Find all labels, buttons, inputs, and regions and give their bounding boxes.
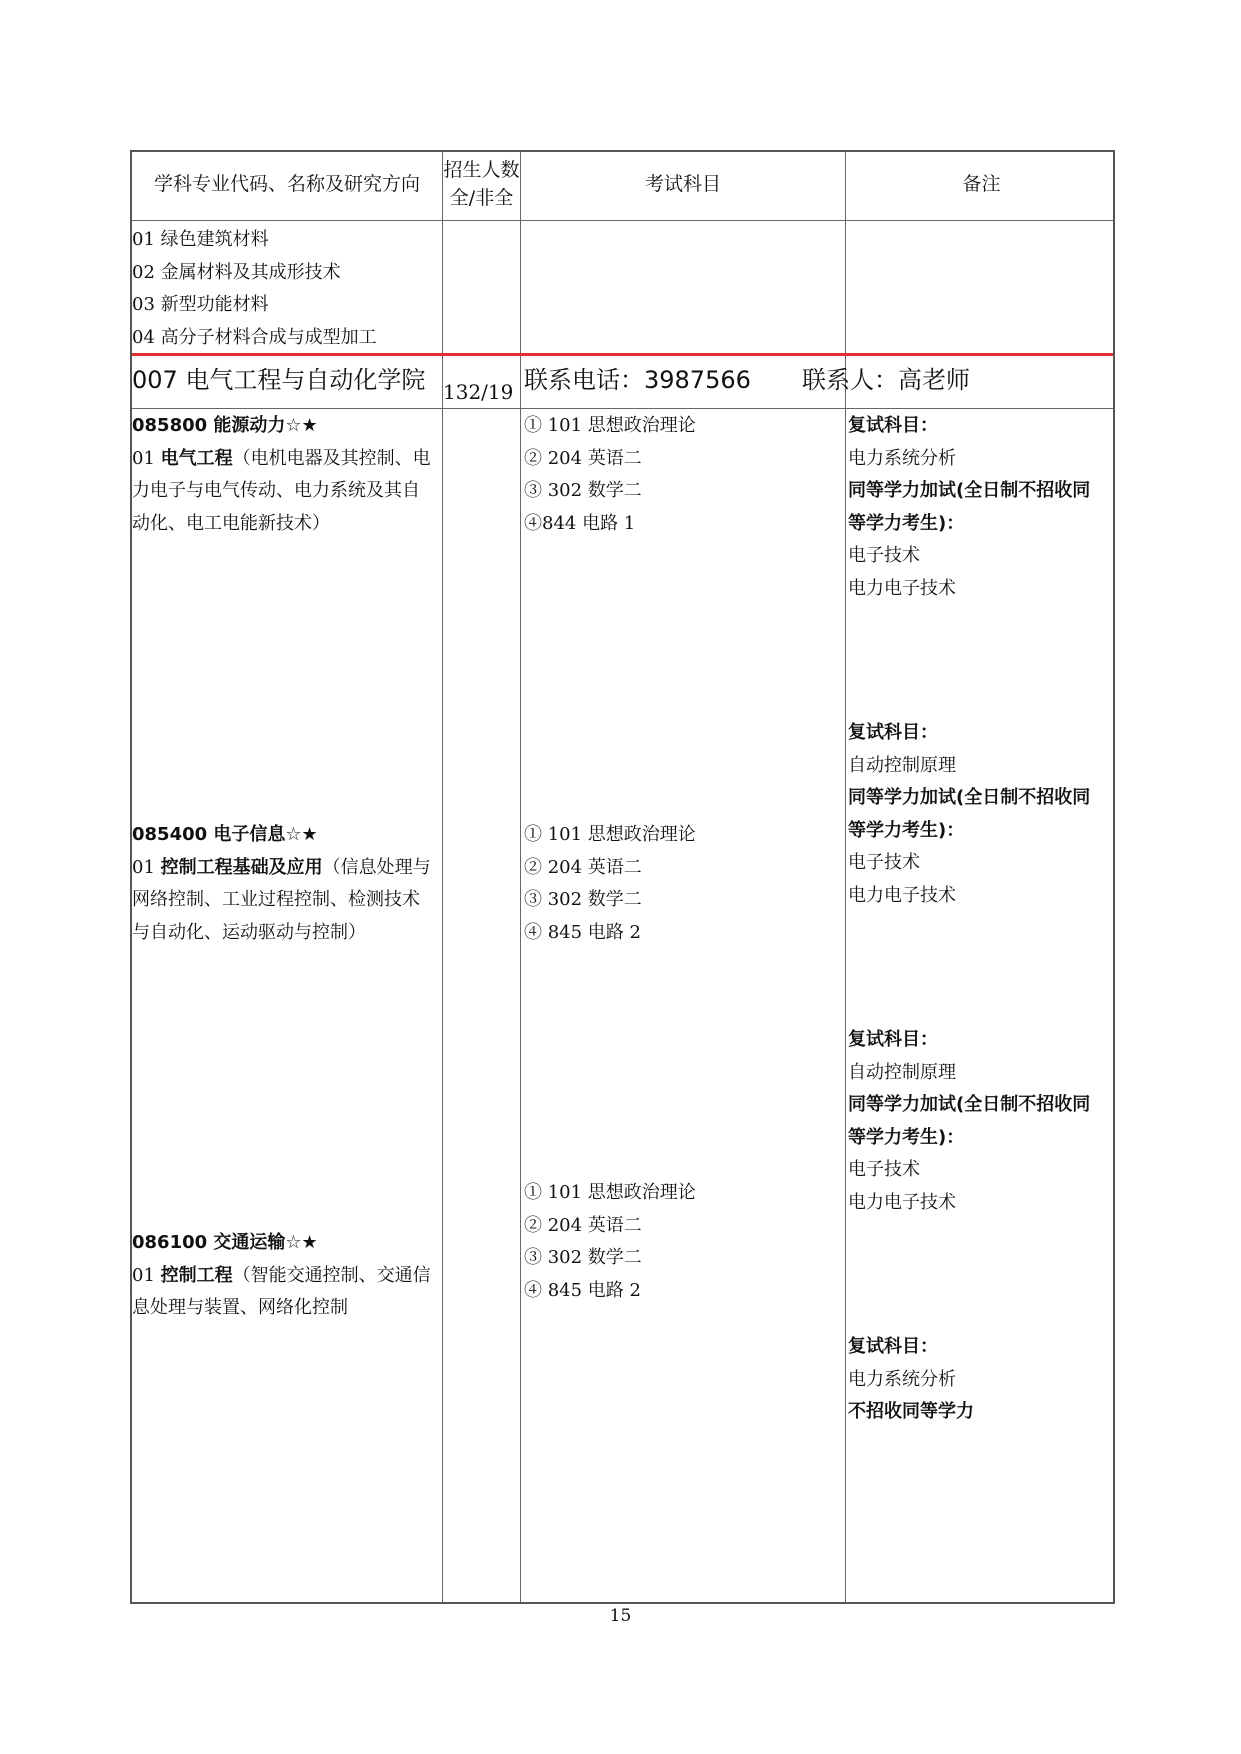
- list-item: 03 新型功能材料: [132, 294, 269, 315]
- major-code-name: 086100 交通运输☆★: [132, 1232, 318, 1253]
- exam-list-085800: ① 101 思想政治理论 ② 204 英语二 ③ 302 数学二 ④844 电路 1: [524, 415, 696, 534]
- exam-list-086100: ① 101 思想政治理论 ② 204 英语二 ③ 302 数学二 ④ 845 电路 2: [524, 1182, 696, 1301]
- college-contact: 联系人：高老师: [802, 366, 970, 394]
- college-phone: 联系电话：3987566: [524, 366, 751, 394]
- header-col-major: 学科专业代码、名称及研究方向: [153, 173, 420, 195]
- prev-directions-list: [132, 224, 377, 354]
- notes-extra: 复试科目： 电力系统分析 不招收同等学力: [848, 1336, 974, 1422]
- header-col-notes: 备注: [962, 173, 1001, 195]
- admissions-table: [130, 150, 1115, 1604]
- header-col-exams: 考试科目: [644, 173, 721, 195]
- major-code-name: 085400 电子信息☆★: [132, 824, 318, 845]
- col-divider-1: [442, 152, 443, 1602]
- direction-name: 电气工程: [160, 447, 233, 469]
- header-col-count: 招生人数 全/非全: [443, 159, 520, 209]
- major-code-name: 085800 能源动力☆★: [132, 415, 318, 436]
- college-row-bottom-divider: [132, 408, 1113, 409]
- major-085800: 085800 能源动力☆★ 01 电气工程（电机电器及其控制、电 力电子与电气传动、电力系统及其自 动化、电工电能新技术）: [132, 410, 431, 540]
- page-number: 15: [609, 1606, 632, 1626]
- major-085400: 085400 电子信息☆★ 01 控制工程基础及应用（信息处理与 网络控制、工业过程控制、检测技术 与自动化、运动驱动与控制）: [132, 819, 431, 949]
- list-item: 02 金属材料及其成形技术: [132, 261, 341, 283]
- college-name: 007 电气工程与自动化学院: [132, 366, 426, 394]
- list-item: 04 高分子材料合成与成型加工: [132, 326, 377, 348]
- col-divider-2: [520, 152, 521, 1602]
- college-count: 132/19: [443, 380, 514, 404]
- direction-name: 控制工程: [160, 1264, 233, 1286]
- exam-list-085400: ① 101 思想政治理论 ② 204 英语二 ③ 302 数学二 ④ 845 电路 2: [524, 824, 696, 943]
- direction-name: 控制工程基础及应用: [160, 856, 323, 878]
- notes-085400: 复试科目： 自动控制原理 同等学力加试(全日制不招收同 等学力考生)： 电子技术 电力电子技术: [848, 722, 1091, 906]
- header-row-divider: [132, 220, 1113, 221]
- notes-085800: 复试科目： 电力系统分析 同等学力加试(全日制不招收同 等学力考生)： 电子技术 电力电子技术: [848, 415, 1091, 599]
- notes-086100: 复试科目： 自动控制原理 同等学力加试(全日制不招收同 等学力考生)： 电子技术 电力电子技术: [848, 1029, 1091, 1213]
- list-item: 01 绿色建筑材料: [132, 229, 269, 250]
- major-086100: 086100 交通运输☆★ 01 控制工程（智能交通控制、交通信 息处理与装置、网络化控制: [132, 1227, 431, 1325]
